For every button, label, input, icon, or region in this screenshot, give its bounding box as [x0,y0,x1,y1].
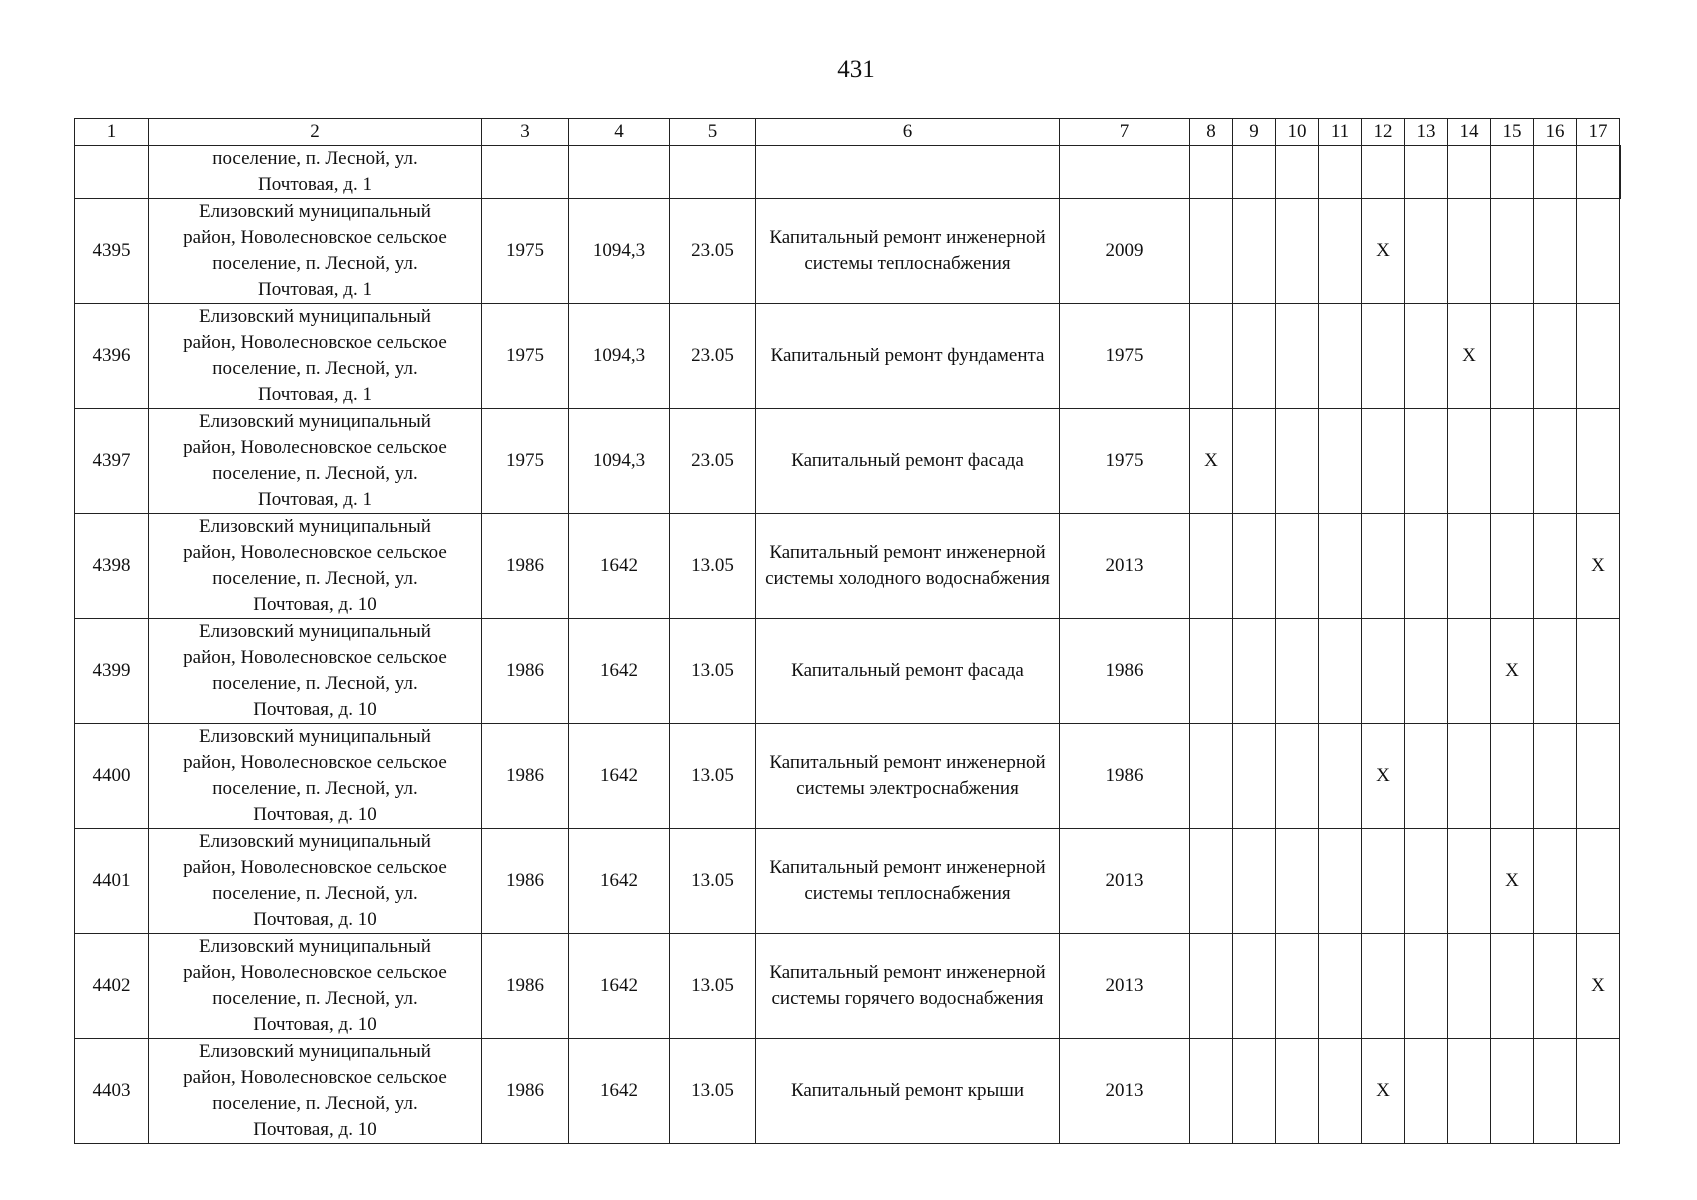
cell-area: 1642 [569,619,670,724]
cell-mark [1534,304,1577,409]
cell-empty [1448,146,1491,199]
cell-mark [1233,304,1276,409]
cell-work-type: Капитальный ремонт фасада [756,409,1060,514]
cell-code: 13.05 [670,619,756,724]
cell-code: 13.05 [670,724,756,829]
cell-mark [1448,199,1491,304]
cell-mark: X [1190,409,1233,514]
cell-mark [1491,934,1534,1039]
cell-mark [1362,619,1405,724]
cell-mark [1577,724,1620,829]
cell-address: Елизовский муниципальный район, Новолесновское сельское поселение, п. Лесной, ул. Почтовая, д. 10 [149,829,482,934]
cell-last-repair-year: 2013 [1060,514,1190,619]
cell-empty [1233,146,1276,199]
cell-work-type: Капитальный ремонт инженерной системы теплоснабжения [756,829,1060,934]
cell-mark [1233,724,1276,829]
cell-mark [1190,199,1233,304]
cell-year: 1975 [482,304,569,409]
table-row [75,724,1621,829]
cell-mark [1491,199,1534,304]
column-header: 16 [1534,119,1577,146]
cell-mark [1233,934,1276,1039]
column-header: 6 [756,119,1060,146]
column-header: 1 [75,119,149,146]
cell-mark: X [1362,199,1405,304]
cell-empty [1620,146,1621,199]
cell-empty [482,146,569,199]
cell-address: поселение, п. Лесной, ул. Почтовая, д. 1 [149,146,482,199]
cell-mark [1276,724,1319,829]
cell-mark [1276,619,1319,724]
cell-area: 1094,3 [569,199,670,304]
cell-mark [1405,199,1448,304]
cell-mark [1319,409,1362,514]
cell-mark [1276,199,1319,304]
cell-mark [1534,934,1577,1039]
cell-mark [1190,934,1233,1039]
column-header: 7 [1060,119,1190,146]
cell-last-repair-year: 2013 [1060,934,1190,1039]
cell-mark [1319,1039,1362,1144]
cell-id: 4398 [75,514,149,619]
cell-id: 4401 [75,829,149,934]
cell-last-repair-year: 2009 [1060,199,1190,304]
cell-mark [1448,619,1491,724]
cell-mark [1405,304,1448,409]
cell-code: 23.05 [670,409,756,514]
cell-work-type: Капитальный ремонт инженерной системы теплоснабжения [756,199,1060,304]
cell-mark: X [1577,934,1620,1039]
cell-id: 4396 [75,304,149,409]
cell-year: 1975 [482,199,569,304]
cell-mark: X [1362,724,1405,829]
cell-mark [1577,829,1620,934]
cell-mark: X [1362,1039,1405,1144]
cell-mark [1319,829,1362,934]
column-header: 8 [1190,119,1233,146]
cell-mark: X [1491,829,1534,934]
cell-mark [1405,409,1448,514]
table-row [75,619,1621,724]
cell-year: 1986 [482,619,569,724]
cell-empty [1405,146,1448,199]
cell-mark [1362,829,1405,934]
column-header: 4 [569,119,670,146]
cell-mark [1190,829,1233,934]
cell-mark [1491,1039,1534,1144]
cell-mark [1534,514,1577,619]
column-header: 2 [149,119,482,146]
cell-mark [1276,409,1319,514]
cell-empty [1534,146,1577,199]
cell-mark [1491,409,1534,514]
cell-mark: X [1577,514,1620,619]
cell-id [75,146,149,199]
cell-empty [1362,146,1405,199]
table-row [75,934,1621,1039]
column-number-row [75,119,1621,146]
cell-mark [1319,199,1362,304]
cell-mark [1276,934,1319,1039]
cell-id: 4399 [75,619,149,724]
column-header: 3 [482,119,569,146]
cell-mark [1276,1039,1319,1144]
cell-mark [1405,514,1448,619]
cell-empty [1319,146,1362,199]
cell-mark [1577,304,1620,409]
cell-year: 1986 [482,829,569,934]
cell-mark: X [1491,619,1534,724]
cell-mark [1534,1039,1577,1144]
cell-mark [1448,724,1491,829]
cell-mark [1448,409,1491,514]
cell-mark [1448,1039,1491,1144]
cell-mark [1534,409,1577,514]
cell-mark [1233,409,1276,514]
column-header: 11 [1319,119,1362,146]
cell-year: 1986 [482,724,569,829]
cell-address: Елизовский муниципальный район, Новолесновское сельское поселение, п. Лесной, ул. Почтовая, д. 1 [149,199,482,304]
column-header: 17 [1577,119,1620,146]
cell-area: 1094,3 [569,409,670,514]
cell-mark [1319,724,1362,829]
cell-mark [1276,514,1319,619]
cell-mark [1405,934,1448,1039]
page-number: 431 [837,56,875,83]
cell-mark [1577,409,1620,514]
cell-mark [1577,199,1620,304]
cell-mark [1534,724,1577,829]
cell-last-repair-year: 1975 [1060,409,1190,514]
cell-mark [1233,514,1276,619]
cell-mark [1534,829,1577,934]
cell-code: 13.05 [670,514,756,619]
cell-code: 13.05 [670,1039,756,1144]
table-row [75,409,1621,514]
cell-area: 1094,3 [569,304,670,409]
cell-id: 4397 [75,409,149,514]
cell-empty [1060,146,1190,199]
table-row [75,199,1621,304]
cell-mark [1276,304,1319,409]
cell-mark [1491,724,1534,829]
column-header: 12 [1362,119,1405,146]
cell-area: 1642 [569,934,670,1039]
cell-area: 1642 [569,724,670,829]
cell-code: 23.05 [670,304,756,409]
cell-mark [1233,829,1276,934]
cell-last-repair-year: 1986 [1060,724,1190,829]
cell-mark [1577,619,1620,724]
cell-mark [1405,619,1448,724]
cell-area: 1642 [569,1039,670,1144]
cell-empty [569,146,670,199]
cell-mark [1319,304,1362,409]
cell-empty [756,146,1060,199]
cell-address: Елизовский муниципальный район, Новолесновское сельское поселение, п. Лесной, ул. Почтовая, д. 10 [149,934,482,1039]
cell-last-repair-year: 2013 [1060,829,1190,934]
cell-mark [1190,724,1233,829]
cell-address: Елизовский муниципальный район, Новолесновское сельское поселение, п. Лесной, ул. Почтовая, д. 10 [149,724,482,829]
cell-address: Елизовский муниципальный район, Новолесновское сельское поселение, п. Лесной, ул. Почтовая, д. 10 [149,619,482,724]
cell-mark [1276,829,1319,934]
cell-id: 4395 [75,199,149,304]
cell-address: Елизовский муниципальный район, Новолесновское сельское поселение, п. Лесной, ул. Почтовая, д. 10 [149,514,482,619]
table-row [75,304,1621,409]
repair-register-table [74,118,1621,1144]
cell-empty [1491,146,1534,199]
cell-mark [1405,1039,1448,1144]
cell-code: 13.05 [670,829,756,934]
cell-code: 23.05 [670,199,756,304]
cell-mark [1534,619,1577,724]
cell-mark [1405,829,1448,934]
cell-mark [1448,514,1491,619]
cell-mark [1577,1039,1620,1144]
cell-work-type: Капитальный ремонт инженерной системы электроснабжения [756,724,1060,829]
cell-mark [1233,1039,1276,1144]
cell-id: 4402 [75,934,149,1039]
column-header: 10 [1276,119,1319,146]
cell-work-type: Капитальный ремонт крыши [756,1039,1060,1144]
cell-mark [1362,514,1405,619]
cell-area: 1642 [569,514,670,619]
cell-mark: X [1448,304,1491,409]
cell-year: 1986 [482,514,569,619]
cell-work-type: Капитальный ремонт инженерной системы горячего водоснабжения [756,934,1060,1039]
cell-mark [1233,199,1276,304]
cell-empty [1190,146,1233,199]
cell-empty [1577,146,1620,199]
cell-year: 1986 [482,1039,569,1144]
cell-mark [1448,829,1491,934]
cell-mark [1190,514,1233,619]
cell-mark [1362,409,1405,514]
cell-last-repair-year: 1986 [1060,619,1190,724]
carry-over-row [75,146,1621,199]
cell-id: 4400 [75,724,149,829]
cell-code: 13.05 [670,934,756,1039]
cell-last-repair-year: 1975 [1060,304,1190,409]
cell-mark [1319,619,1362,724]
cell-year: 1986 [482,934,569,1039]
cell-mark [1491,514,1534,619]
table-row [75,829,1621,934]
cell-last-repair-year: 2013 [1060,1039,1190,1144]
column-header: 14 [1448,119,1491,146]
cell-area: 1642 [569,829,670,934]
cell-address: Елизовский муниципальный район, Новолесновское сельское поселение, п. Лесной, ул. Почтовая, д. 10 [149,1039,482,1144]
cell-year: 1975 [482,409,569,514]
cell-work-type: Капитальный ремонт фасада [756,619,1060,724]
cell-empty [670,146,756,199]
cell-mark [1190,1039,1233,1144]
table-row [75,1039,1621,1144]
cell-mark [1362,934,1405,1039]
column-header: 9 [1233,119,1276,146]
column-header: 13 [1405,119,1448,146]
cell-mark [1534,199,1577,304]
cell-work-type: Капитальный ремонт фундамента [756,304,1060,409]
cell-address: Елизовский муниципальный район, Новолесновское сельское поселение, п. Лесной, ул. Почтовая, д. 1 [149,409,482,514]
cell-mark [1405,724,1448,829]
cell-empty [1276,146,1319,199]
cell-mark [1233,619,1276,724]
cell-id: 4403 [75,1039,149,1144]
cell-address: Елизовский муниципальный район, Новолесновское сельское поселение, п. Лесной, ул. Почтовая, д. 1 [149,304,482,409]
cell-mark [1319,514,1362,619]
column-header: 15 [1491,119,1534,146]
cell-mark [1491,304,1534,409]
cell-work-type: Капитальный ремонт инженерной системы холодного водоснабжения [756,514,1060,619]
cell-mark [1190,619,1233,724]
table-row [75,514,1621,619]
cell-mark [1190,304,1233,409]
column-header: 5 [670,119,756,146]
cell-mark [1319,934,1362,1039]
cell-mark [1448,934,1491,1039]
cell-mark [1362,304,1405,409]
